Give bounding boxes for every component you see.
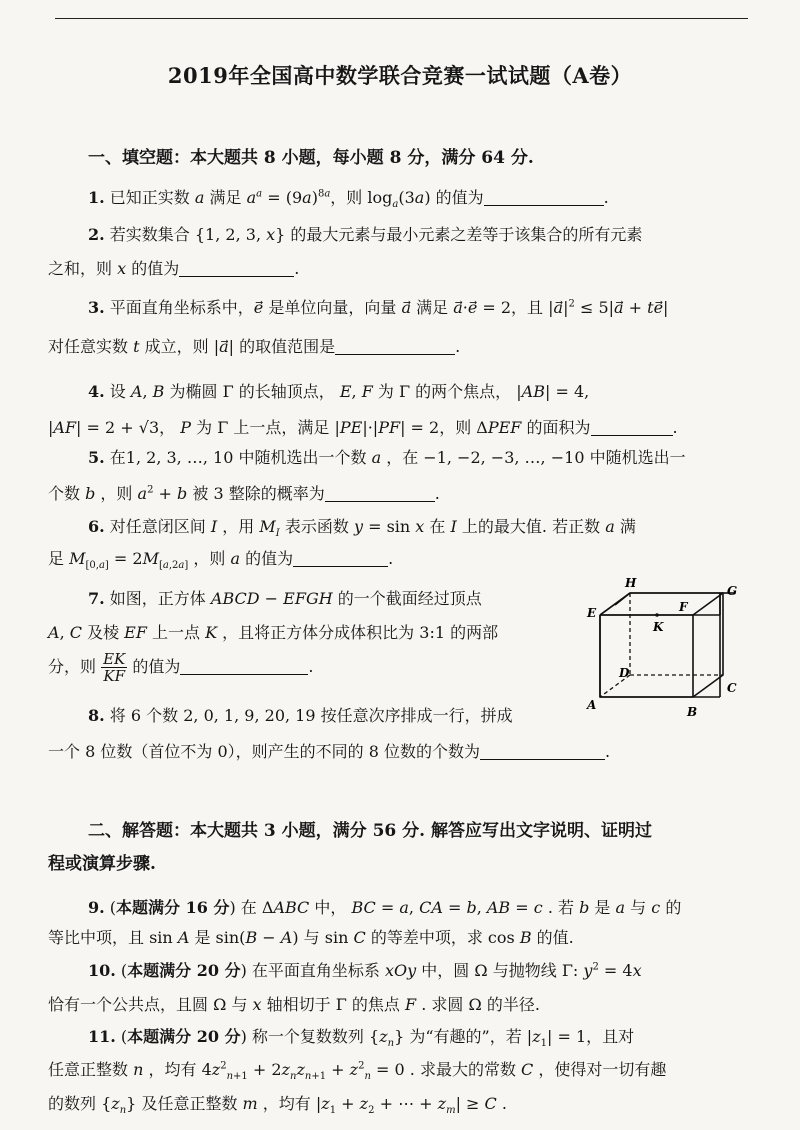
question-2: 2. 若实数集合 {1, 2, 3, x} 的最大元素与最小元素之差等于该集合的所有元素: [88, 225, 643, 244]
q3-answer-blank: [335, 338, 455, 355]
question-6-line2: 足 $M_{[0,a]} = 2M_{[a,2a]}$ ，则 a 的值为 .: [48, 549, 394, 572]
question-7-line2: A, C 及棱 EF 上一点 K ，且将正方体分成体积比为 3:1 的两部: [48, 623, 499, 642]
q1-number: 1.: [88, 188, 105, 207]
question-10: 10. (本题满分 20 分) 在平面直角坐标系 xOy 中，圆 Ω 与抛物线 Γ: $y^2 = 4x$: [88, 961, 642, 980]
cube-label-g: G: [727, 584, 738, 598]
section-2-heading: 二、解答题：本大题共 3 小题，满分 56 分. 解答应写出文字说明、证明过: [88, 821, 652, 841]
q6-answer-blank: [293, 550, 388, 567]
cube-label-k: K: [653, 620, 664, 634]
question-5: 5. 在1, 2, 3, …, 10 中随机选出一个数 a ，在 −1, −2, −3, …, −10 中随机选出一: [88, 448, 686, 467]
question-3: 3. 平面直角坐标系中，e⃗ 是单位向量，向量 a⃗ 满足 a⃗·e⃗ = 2，且 $|a⃗|^2$ ≤ 5|a⃗ + te⃗|: [88, 298, 669, 317]
section-1-heading: 一、填空题：本大题共 8 小题，每小题 8 分，满分 64 分.: [88, 148, 534, 168]
fraction-ek-kf: $\frac{EK}{KF}$: [103, 650, 126, 685]
question-1: 1. 已知正实数 a 满足 $a^a = (9a)^{8a}$，则 $\log_a(3a)$ 的值为 .: [88, 188, 609, 211]
cube-label-c: C: [727, 681, 737, 695]
cube-label-e: E: [587, 606, 597, 620]
question-6: 6. 对任意闭区间 I ，用 $M_I$ 表示函数 y = sin x 在 I 上的最大值. 若正数 a 满: [88, 517, 636, 540]
cube-label-b: B: [687, 705, 698, 719]
section-2-heading-line2: 程或演算步骤.: [48, 854, 156, 874]
q7-answer-blank: [180, 658, 308, 675]
q8-answer-blank: [480, 743, 605, 760]
question-11-line3: 的数列 $\{z_n\}$ 及任意正整数 m ，均有 $|z_1 + z_2$ + ⋯ + $z_m| \ge C$ .: [48, 1094, 507, 1117]
q4-answer-blank: [591, 419, 673, 436]
q1-answer-blank: [484, 189, 604, 206]
top-rule: [55, 18, 748, 19]
q5-answer-blank: [325, 485, 435, 502]
question-8-line2: 一个 8 位数（首位不为 0），则产生的不同的 8 位数的个数为 .: [48, 742, 611, 761]
question-2-line2: 之和，则 x 的值为 .: [48, 259, 300, 278]
question-5-line2: 个数 b ，则 $a^2 + b$ 被 3 整除的概率为 .: [48, 484, 440, 503]
question-4-line2: |AF| = 2 + √3， P 为 Γ 上一点，满足 |PE|·|PF| = 2，则 ΔPEF 的面积为 .: [48, 418, 678, 437]
question-8: 8. 将 6 个数 2, 0, 1, 9, 20, 19 按任意次序排成一行，拼成: [88, 706, 513, 725]
cube-label-f: F: [679, 600, 688, 614]
cube-label-h: H: [625, 576, 637, 590]
q2-answer-blank: [179, 260, 294, 277]
question-10-line2: 恰有一个公共点，且圆 Ω 与 x 轴相切于 Γ 的焦点 F . 求圆 Ω 的半径.: [48, 995, 540, 1014]
question-9-line2: 等比中项，且 sin A 是 sin(B − A) 与 sin C 的等差中项，求 cos B 的值.: [48, 928, 574, 947]
question-3-line2: 对任意实数 t 成立，则 |a⃗| 的取值范围是 .: [48, 337, 461, 356]
question-4: 4. 设 A, B 为椭圆 Γ 的长轴顶点， E, F 为 Γ 的两个焦点， |AB| = 4,: [88, 382, 590, 401]
question-11-line2: 任意正整数 n ，均有 $4z^2_{n+1} + 2z_nz_{n+1} + z^2_n = 0$ . 求最大的常数 C ，使得对一切有趣: [48, 1060, 667, 1083]
question-9: 9. (本题满分 16 分) 在 ΔABC 中， BC = a, CA = b, AB = c . 若 b 是 a 与 c 的: [88, 898, 682, 917]
question-11: 11. (本题满分 20 分) 称一个复数数列 $\{z_n\}$ 为“有趣的”，若 $|z_1| = 1$，且对: [88, 1027, 635, 1050]
cube-label-d: D: [619, 666, 630, 680]
cube-figure: [575, 575, 745, 725]
page-title: 2019年全国高中数学联合竞赛一试试题（A卷）: [167, 63, 633, 88]
cube-label-a: A: [587, 698, 597, 712]
question-7-line3: 分，则 $\frac{EK}{KF}$ 的值为 .: [48, 650, 314, 685]
question-7: 7. 如图，正方体 ABCD − EFGH 的一个截面经过顶点: [88, 589, 482, 608]
